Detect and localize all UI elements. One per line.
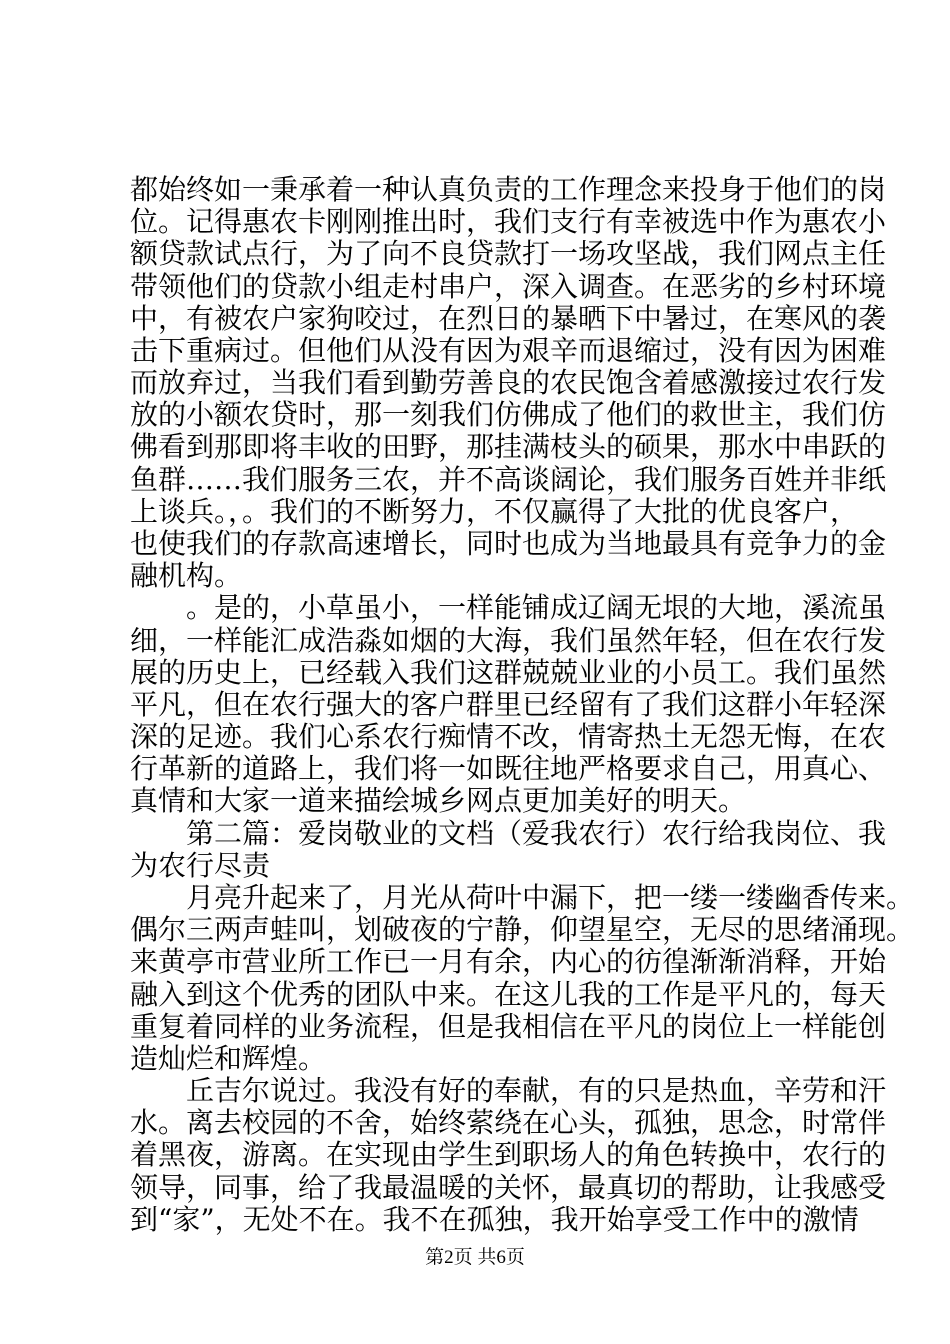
- text-line: 重复着同样的业务流程，但是我相信在平凡的岗位上一样能创: [130, 1009, 887, 1043]
- text-line: 都始终如一秉承着一种认真负责的工作理念来投身于他们的岗: [130, 173, 887, 206]
- text-line: 造灿烂和辉煌。: [130, 1041, 327, 1075]
- text-line: 击下重病过。但他们从没有因为艰辛而退缩过，没有因为困难: [130, 333, 887, 367]
- text-line: 融机构。: [130, 559, 243, 593]
- text-line: 月亮升起来了，月光从荷叶中漏下，把一缕一缕幽香传来。: [186, 881, 915, 914]
- text-line: 领导，同事，给了我最温暖的关怀，最真切的帮助，让我感受: [130, 1170, 887, 1204]
- text-line: 而放弃过，当我们看到勤劳善良的农民饱含着感激接过农行发: [130, 366, 887, 400]
- text-line: 也使我们的存款高速增长，同时也成为当地最具有竞争力的金: [130, 527, 887, 560]
- page-number-footer: 第2页 共6页: [425, 1247, 525, 1268]
- text-line: 深的足迹。我们心系农行痴情不改，情寄热土无怨无悔，在农: [130, 720, 887, 754]
- text-line: 融入到这个优秀的团队中来。在这儿我的工作是平凡的，每天: [130, 977, 887, 1011]
- text-line: 平凡，但在农行强大的客户群里已经留有了我们这群小年轻深: [130, 687, 887, 721]
- text-line: 鱼群……我们服务三农，并不高谈阔论，我们服务百姓并非纸: [130, 462, 887, 496]
- text-line: 位。记得惠农卡刚刚推出时，我们支行有幸被选中作为惠农小: [130, 205, 887, 239]
- section-heading: 第二篇：爱岗敬业的文档（爱我农行）农行给我岗位、我: [186, 816, 887, 850]
- text-line: 来黄亭市营业所工作已一月有余，内心的彷徨渐渐消释，开始: [130, 945, 887, 979]
- text-line: 佛看到那即将丰收的田野，那挂满枝头的硕果，那水中串跃的: [130, 430, 887, 464]
- section-heading: 为农行尽责: [130, 848, 271, 882]
- text-line: 中，有被农户家狗咬过，在烈日的暴晒下中暑过，在寒风的袭: [130, 301, 887, 335]
- text-line: 到“家”，无处不在。我不在孤独，我开始享受工作中的激情: [130, 1202, 859, 1236]
- text-line: 细，一样能汇成浩淼如烟的大海，我们虽然年轻，但在农行发: [130, 623, 887, 657]
- text-line: 上谈兵。，。我们的不断努力，不仅赢得了大批的优良客户，: [130, 494, 859, 528]
- text-line: 额贷款试点行，为了向不良贷款打一场攻坚战，我们网点主任: [130, 237, 887, 271]
- text-line: 丘吉尔说过。我没有好的奉献，有的只是热血，辛劳和汗: [186, 1074, 887, 1108]
- text-line: 真情和大家一道来描绘城乡网点更加美好的明天。: [130, 784, 747, 818]
- text-line: 展的历史上，已经载入我们这群兢兢业业的小员工。我们虽然: [130, 655, 887, 689]
- text-line: 偶尔三两声蛙叫，划破夜的宁静，仰望星空，无尽的思绪涌现。: [130, 913, 915, 947]
- text-line: 着黑夜，游离。在实现由学生到职场人的角色转换中，农行的: [130, 1138, 887, 1172]
- text-line: 。是的，小草虽小，一样能铺成辽阔无垠的大地，溪流虽: [186, 591, 887, 625]
- text-line: 带领他们的贷款小组走村串户，深入调查。在恶劣的乡村环境: [130, 269, 887, 303]
- text-line: 水。离去校园的不舍，始终萦绕在心头，孤独，思念，时常伴: [130, 1106, 887, 1140]
- text-line: 放的小额农贷时，那一刻我们仿佛成了他们的救世主，我们仿: [130, 398, 887, 432]
- text-line: 行革新的道路上，我们将一如既往地严格要求自己，用真心、: [130, 752, 887, 786]
